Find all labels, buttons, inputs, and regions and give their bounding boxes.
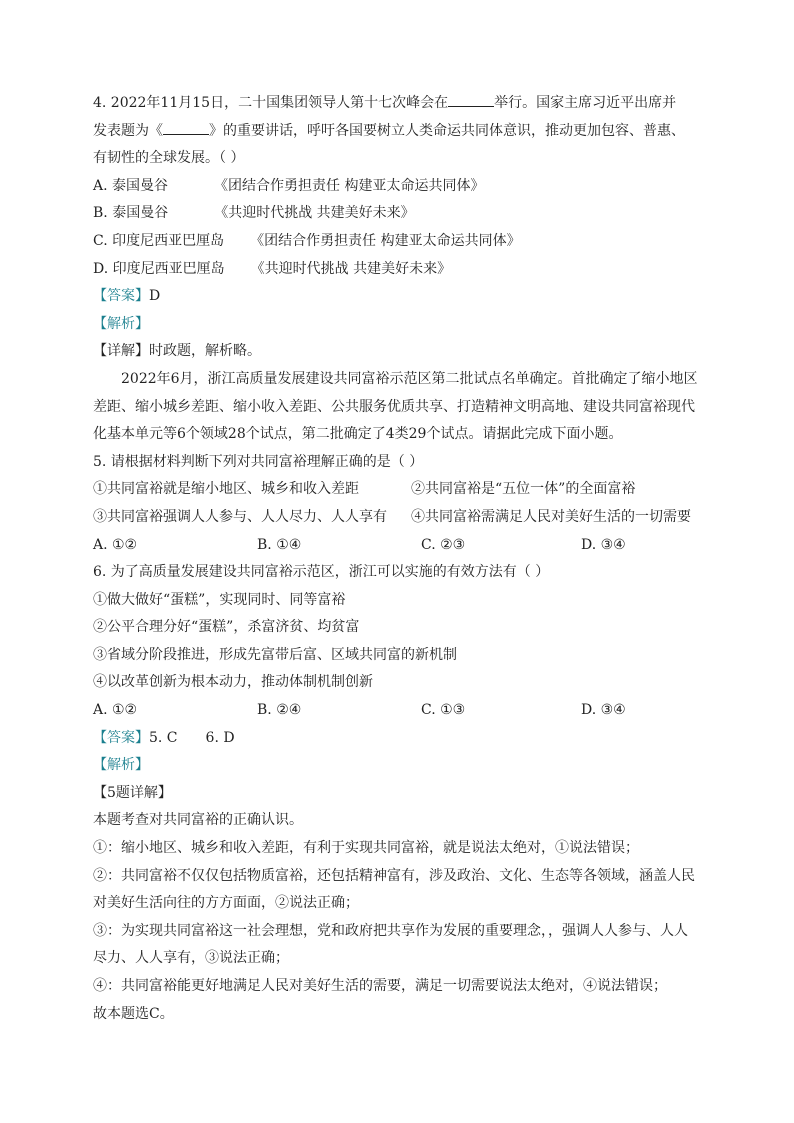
q56-analysis bbox=[93, 752, 705, 780]
q5-detail-p3-line2: 尽力、人人享有，③说法正确； bbox=[93, 950, 289, 967]
q4-option-d bbox=[93, 256, 705, 284]
q4-option-b bbox=[93, 200, 705, 228]
q6-option-a: A. ①② bbox=[93, 702, 138, 719]
q5-detail-p1: ①：缩小地区、城乡和收入差距，有利于实现共同富裕，就是说法太绝对，①说法错误； bbox=[93, 840, 639, 857]
q5-items-row2 bbox=[93, 504, 705, 532]
q5-item: ③共同富裕强调人人参与、人人尽力、人人享有 bbox=[93, 508, 387, 525]
q4-stem-line1 bbox=[93, 90, 705, 118]
q5-options bbox=[93, 532, 705, 560]
q5-items-row1 bbox=[93, 476, 705, 504]
q5-detail-p2-line1: ②：共同富裕不仅仅包括物质富裕，还包括精神富有，涉及政治、文化、生态等各领域，涵盖人民 bbox=[93, 867, 695, 884]
detail-text: 时政题，解析略。 bbox=[149, 343, 261, 360]
q6-options bbox=[93, 697, 705, 725]
q6-item-3: ③省域分阶段推进，形成先富带后富、区域共同富的新机制 bbox=[93, 646, 457, 663]
analysis-tag: 【解析】 bbox=[93, 315, 149, 332]
q5-stem: 5. 请根据材料判断下列对共同富裕理解正确的是（ ） bbox=[93, 453, 424, 470]
q5-item: ②共同富裕是“五位一体”的全面富裕 bbox=[411, 481, 636, 498]
q6-item-1: ①做大做好“蛋糕”，实现同时、同等富裕 bbox=[93, 591, 346, 608]
option-content: 《团结合作勇担责任 构建亚太命运共同体》 bbox=[250, 232, 521, 249]
q4-analysis bbox=[93, 311, 705, 339]
q6-stem: 6. 为了高质量发展建设共同富裕示范区，浙江可以实施的有效方法有（ ） bbox=[93, 564, 550, 581]
option-label: D. 印度尼西亚巴厘岛 bbox=[93, 260, 225, 277]
q4-stem-text: 发表题为《 bbox=[93, 122, 163, 139]
q4-detail bbox=[93, 338, 705, 366]
q5-option-b: B. ①④ bbox=[257, 536, 302, 553]
detail-tag: 【详解】 bbox=[93, 343, 149, 360]
q5-detail-p3-line1: ③：为实现共同富裕这一社会理想，党和政府把共享作为发展的重要理念，，强调人人参与、人人 bbox=[93, 922, 688, 939]
q5-option-a: A. ①② bbox=[93, 536, 138, 553]
q6-option-d: D. ③④ bbox=[581, 702, 626, 719]
answer-blank bbox=[448, 93, 494, 107]
q4-stem-text: 举行。国家主席习近平出席并 bbox=[494, 95, 677, 111]
option-label: C. 印度尼西亚巴厘岛 bbox=[93, 232, 225, 249]
q5-option-d: D. ③④ bbox=[581, 536, 626, 553]
q4-stem-text: 》的重要讲话，呼吁各国要树立人类命运共同体意识，推动更加包容、普惠、 bbox=[209, 122, 685, 139]
q4-stem-text: 4. 2022年11月15日，二十国集团领导人第十七次峰会在 bbox=[93, 95, 449, 111]
q5-item: ④共同富裕需满足人民对美好生活的一切需要 bbox=[411, 508, 691, 525]
option-label: B. 泰国曼谷 bbox=[93, 205, 169, 222]
q4-answer bbox=[93, 283, 705, 311]
q56-answer bbox=[93, 725, 705, 753]
answer-value: 5. C bbox=[149, 729, 178, 746]
answer-tag: 【答案】 bbox=[93, 288, 149, 305]
q5-option-c: C. ②③ bbox=[421, 536, 466, 553]
material-line3: 化基本单元等6个领域28个试点，第二批确定了4类29个试点。请据此完成下面小题。 bbox=[93, 426, 623, 443]
q5-detail-tag: 【5题详解】 bbox=[93, 784, 172, 801]
q4-option-c bbox=[93, 228, 705, 256]
material-line2: 差距、缩小城乡差距、缩小收入差距、公共服务优质共享、打造精神文明高地、建设共同富裕现代 bbox=[93, 398, 695, 415]
q5-conclusion: 故本题选C。 bbox=[93, 1005, 174, 1022]
answer-value: 6. D bbox=[205, 729, 235, 746]
answer-value: D bbox=[149, 288, 161, 305]
answer-blank bbox=[163, 121, 209, 135]
material-line1: 2022年6月，浙江高质量发展建设共同富裕示范区第二批试点名单确定。首批确定了缩小地区 bbox=[121, 370, 698, 387]
q6-item-4: ④以改革创新为根本动力，推动体制机制创新 bbox=[93, 674, 373, 691]
q5-detail-p4: ④：共同富裕能更好地满足人民对美好生活的需要，满足一切需要说法太绝对，④说法错误； bbox=[93, 978, 667, 994]
answer-tag: 【答案】 bbox=[93, 729, 149, 746]
q6-item-2: ②公平合理分好“蛋糕”，杀富济贫、均贫富 bbox=[93, 619, 360, 636]
q4-stem-line2 bbox=[93, 118, 705, 146]
analysis-tag: 【解析】 bbox=[93, 757, 149, 774]
q6-option-c: C. ①③ bbox=[421, 702, 466, 719]
option-label: A. 泰国曼谷 bbox=[93, 177, 169, 194]
option-content: 《团结合作勇担责任 构建亚太命运共同体》 bbox=[214, 177, 485, 194]
q5-detail-intro: 本题考查对共同富裕的正确认识。 bbox=[93, 812, 303, 829]
q5-detail-p2-line2: 对美好生活向往的方方面面，②说法正确； bbox=[93, 895, 359, 912]
q5-item: ①共同富裕就是缩小地区、城乡和收入差距 bbox=[93, 481, 359, 498]
q6-option-b: B. ②④ bbox=[257, 702, 302, 719]
option-content: 《共迎时代挑战 共建美好未来》 bbox=[214, 205, 415, 222]
q4-stem-line3: 有韧性的全球发展。（ ） bbox=[93, 150, 245, 167]
option-content: 《共迎时代挑战 共建美好未来》 bbox=[250, 260, 452, 277]
document-page bbox=[93, 90, 705, 1028]
q4-option-a bbox=[93, 173, 705, 201]
